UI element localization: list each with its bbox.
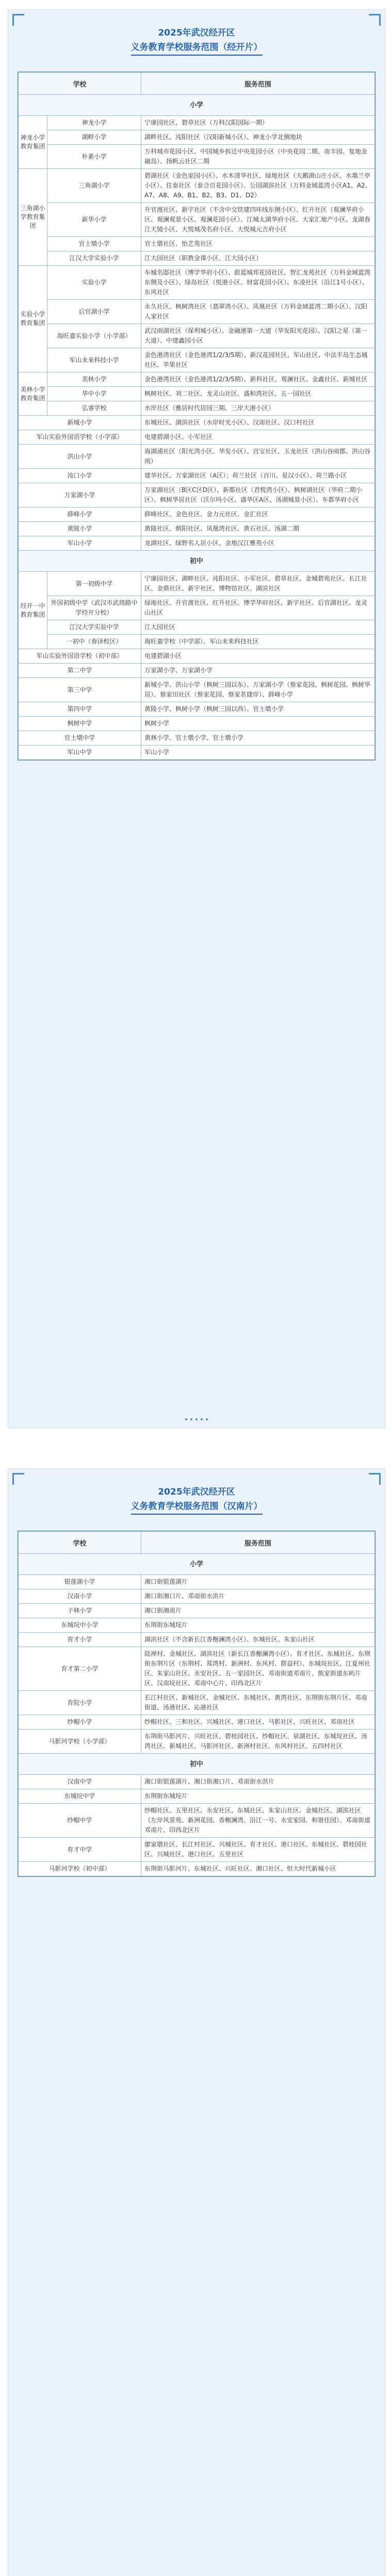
panel-header <box>8 1469 385 1531</box>
school-cell: 育才中学 <box>19 1838 141 1862</box>
group-cell: 神龙小学教育集团 <box>19 116 47 169</box>
school-cell: 马影河学校（初中部） <box>19 1862 141 1876</box>
school-cell: 弘睿学校 <box>47 401 141 416</box>
school-cell: 实验小学 <box>47 266 141 300</box>
range-cell: 金色港湾社区（金色港湾1/2/3/5期）、新汉花园社区、军山社区、中法半岛生态城社区、苹果社区 <box>141 348 375 372</box>
table-row <box>19 649 375 664</box>
range-cell: 武汉雨湖社区（保利城小区）、金融港第一大道（华发阳光花园）、汉阳之星（第一大道）、中建鑫园小区 <box>141 324 375 348</box>
range-cell: 金色港湾社区（金色港湾1/2/3/5期）、新科社区、观澜社区、金鑫社区、新城社区 <box>141 372 375 387</box>
range-cell: 官士墩社区、怡艺苑社区 <box>141 237 375 251</box>
range-cell: 万科城市花园小区、中国城乡拆迁中央花园小区（中央花园二期、南丰园、复地金融岛）、扬帆云社区二期 <box>141 145 375 169</box>
table-row <box>19 130 375 145</box>
school-cell: 马影河学校（小学部） <box>19 1730 141 1754</box>
range-cell: 万家湖小学、万家湖小学 <box>141 664 375 678</box>
range-cell: 东城社区、湖滨社区（水岸时光小区）、汉南社区、汉口村社区 <box>141 416 375 430</box>
service-range-table <box>18 72 375 760</box>
page-subtitle: 义务教育学校服务范围（经开片） <box>8 40 385 56</box>
school-cell: 银莲湖小学 <box>19 1575 141 1589</box>
school-cell: 朴素小学 <box>47 145 141 169</box>
table-row <box>19 445 375 469</box>
table-row <box>19 1862 375 1876</box>
service-range-table <box>18 1531 375 1877</box>
school-cell: 汉南小学 <box>19 1589 141 1604</box>
range-cell: 新城小学、洪山小学（枫树三园以东）、万家湖小学（蔡家花园、枫树花园、枫树华居）、蔡家田社区（蔡家花园、蔡家茗捷岸）、薛峰小学 <box>141 678 375 702</box>
school-cell: 子林小学 <box>19 1604 141 1618</box>
school-cell: 新城小学 <box>19 416 141 430</box>
table-row <box>19 430 375 445</box>
range-cell: 电建碧湖小区 <box>141 649 375 664</box>
panel-hannan <box>8 1468 385 2576</box>
table-row <box>19 387 375 401</box>
section-middle: 初中 <box>19 1754 375 1775</box>
range-cell: 枫树社区、刘二社区、龙灵山社区、盛和湾社区、五一园社区 <box>141 387 375 401</box>
dotted-decoration <box>29 17 364 22</box>
range-cell: 车城名邸社区（博学华府小区）、蔚蓝城邦花园社区、智汇龙苑社区（万科金域蓝湾东侧及小区）、绿岛社区（悦港小区、财富花园小区）、东凌社区（沿江1号小区）、东风社区 <box>141 266 375 300</box>
range-cell: 永久社区、枫树湾社区（翡翠湾小区）、凤凰社区（万科金域蓝湾二期小区）、汉阳人家社区 <box>141 300 375 324</box>
table-row <box>19 1691 375 1715</box>
table-row <box>19 620 375 635</box>
school-cell: 东城垸中学 <box>19 1789 141 1804</box>
group-cell: 实验小学教育集团 <box>19 266 47 372</box>
school-cell: 纱帽小学 <box>19 1715 141 1730</box>
school-cell: 三角湖小学 <box>47 169 141 203</box>
corner-decoration <box>12 1473 24 1485</box>
table-row <box>19 717 375 731</box>
range-cell: 绿地社区、升官渡社区、红升社区、博学华府社区、新宇社区、后官湖社区、龙灵山社区 <box>141 596 375 620</box>
table-row <box>19 596 375 620</box>
school-cell: 第四中学 <box>19 702 141 717</box>
range-cell: 东荆街马影河片、兴旺社区、碧桂园社区、纱帽社区、泉湖社区、东城垸社区、汤湾社区、新城社区、马影河社区、新洲村社区、东风村社区、五四村社区 <box>141 1730 375 1754</box>
table-row <box>19 1589 375 1604</box>
range-cell: 宁康园社区、碧草社区（万科汉阳国际一期） <box>141 116 375 130</box>
section-primary: 小学 <box>19 1554 375 1575</box>
school-cell: 汉南中学 <box>19 1775 141 1789</box>
school-cell: 一初中（春泽校区） <box>47 635 141 649</box>
range-cell: 长江村社区、新城社区、金城社区、东城社区、黄湾社区、东荆街东荆片区、邓南街道、汤港社区、沁港社区 <box>141 1691 375 1715</box>
range-cell: 廖家墩社区、长江村社区、兴城社区、育才社区、港口社区、东城社区、碧桂园社区、兴城社区、港口社区、五里社区 <box>141 1838 375 1862</box>
range-cell: 湘口街湘南片 <box>141 1604 375 1618</box>
section-row <box>19 95 375 116</box>
table-row <box>19 1730 375 1754</box>
table-row <box>19 1838 375 1862</box>
school-cell: 神龙小学 <box>47 116 141 130</box>
range-cell: 东荆街东城垸片 <box>141 1789 375 1804</box>
table-row <box>19 300 375 324</box>
school-cell: 湖畔小学 <box>47 130 141 145</box>
range-cell: 东荆街东城垸片 <box>141 1618 375 1633</box>
page-title: 2025年武汉经开区 <box>158 1487 235 1497</box>
range-cell: 水岸社区（雅居时代居园三期、三岸大港小区） <box>141 401 375 416</box>
school-cell: 后官湖小学 <box>47 300 141 324</box>
table-header-row <box>19 1532 375 1554</box>
header-school: 学校 <box>19 73 141 95</box>
range-cell: 宁康园社区、湖畔社区、沌阳社区、小军社区、碧草社区、金城碧苑社区、长江社区、金鼎社区、新宇社区、博物馆社区、湖滨社区 <box>141 572 375 596</box>
school-cell: 第三中学 <box>19 678 141 702</box>
table-header-row <box>19 73 375 95</box>
range-cell: 万家湖社区（B区C区D区）、新都社区（君悦湾小区）、枫树湖社区（华府二期小区）、枫树华居社区（沃尔玛小区、盛华区A区、汤湖城景小区）、车都华府小区 <box>141 483 375 507</box>
dotted-decoration <box>29 1476 364 1481</box>
school-cell: 育才第二小学 <box>19 1647 141 1691</box>
table-row <box>19 266 375 300</box>
table-row <box>19 745 375 760</box>
school-cell: 军山实验外国语学校（初中部） <box>19 649 141 664</box>
table-row <box>19 1647 375 1691</box>
range-cell: 黄林小学、官士墩小学、官士墩小学 <box>141 731 375 745</box>
table-row <box>19 1715 375 1730</box>
school-cell: 第一初级中学 <box>47 572 141 596</box>
page-subtitle: 义务教育学校服务范围（汉南片） <box>8 1499 385 1515</box>
range-cell: 黄陵社区、朝阳社区、凤凰湾社区、黄石社区、汤湖二期 <box>141 522 375 536</box>
school-cell: 黄陵小学 <box>19 522 141 536</box>
school-cell: 美林小学 <box>47 372 141 387</box>
range-cell: 纱帽社区、三和社区、兴城社区、港口社区、马影社区、兴旺社区、邓南社区 <box>141 1715 375 1730</box>
header-range: 服务范围 <box>141 73 375 95</box>
table-row <box>19 324 375 348</box>
school-cell: 东城垸中小学 <box>19 1618 141 1633</box>
school-cell: 育院小学 <box>19 1691 141 1715</box>
bottom-decoration <box>8 1413 385 1422</box>
school-cell: 军山实验外国语学校（小学部） <box>19 430 141 445</box>
table-row <box>19 1633 375 1647</box>
range-cell: 枫树小学 <box>141 717 375 731</box>
school-cell: 江汉大学实验小学 <box>47 251 141 266</box>
range-cell: 陆禅村、金城社区、湖滨社区（新长江香榭澜湾小区）、育才社区、东城社区、东荆街东荆片区（东荆村、郑湾村、新洲村、东风村、群益村）、东城垸社区、江夏州社区、朱家山社区、永安社区、五一家园社区、邓南街道邓南片、熊家街道东屿片区、汉南垸社区、邓南中心片、印西北区片 <box>141 1647 375 1691</box>
section-row <box>19 1554 375 1575</box>
table-row <box>19 507 375 522</box>
range-cell: 升官渡社区、新宇社区（不含中交铁建四环线东侧小区）、红升社区（观澜华府小区、观澜观景小区、观澜花园小区）、江城太湖华府小区、大家汇地产小区、龙湖春江天镜小区、大悦城茂名府小区、大悦城元吉府小区 <box>141 203 375 237</box>
school-cell: 军山中学 <box>19 745 141 760</box>
page-title: 2025年武汉经开区 <box>158 28 235 38</box>
school-cell: 海旺嘉实验小学（小学部） <box>47 324 141 348</box>
section-middle: 初中 <box>19 551 375 572</box>
school-cell: 育才小学 <box>19 1633 141 1647</box>
table-row <box>19 635 375 649</box>
range-cell: 电建碧湖小区、小军社区 <box>141 430 375 445</box>
section-row <box>19 1754 375 1775</box>
table-row <box>19 1804 375 1838</box>
table-row <box>19 169 375 203</box>
table-row <box>19 401 375 416</box>
range-cell: 湘口街银莲湖片、湘口街湘口片、邓南街水洪片 <box>141 1775 375 1789</box>
school-cell: 江汉大学实验中学 <box>47 620 141 635</box>
school-cell: 沌口小学 <box>19 469 141 483</box>
range-cell: 龙湖社区、绿野名人居小区、金地汉江雅苑小区 <box>141 536 375 551</box>
table-row <box>19 372 375 387</box>
school-cell: 官士墩中学 <box>19 731 141 745</box>
corner-decoration <box>12 14 24 26</box>
table-row <box>19 1575 375 1589</box>
table-row <box>19 664 375 678</box>
section-row <box>19 551 375 572</box>
corner-decoration <box>369 1473 381 1485</box>
school-cell: 新华小学 <box>47 203 141 237</box>
table-row <box>19 731 375 745</box>
school-cell: 第二中学 <box>19 664 141 678</box>
school-cell: 外国初级中学（武汉市武珞路中学经开分校） <box>47 596 141 620</box>
table-row <box>19 469 375 483</box>
school-cell: 军山未来科技小学 <box>47 348 141 372</box>
group-cell: 美林小学教育集团 <box>19 372 47 416</box>
group-cell: 三角湖小学教育集团 <box>19 169 47 266</box>
range-cell: 碧湖社区（金色家园小区）、水木清华社区、绿地社区（天鹅湖山庄小区、水墨兰亭小区）、住泰社区（泰合百花园小区）、公园湖滨社区（万科金域蓝湾小区A1、A2、A7、A8、A9、B1、B2、B3、D1、D2） <box>141 169 375 203</box>
school-cell: 华中小学 <box>47 387 141 401</box>
table-row <box>19 483 375 507</box>
range-cell: 湘口街银莲湖片 <box>141 1575 375 1589</box>
range-cell: 军山小学 <box>141 745 375 760</box>
school-cell: 纱帽中学 <box>19 1804 141 1838</box>
range-cell: 江大园社区（职教金课小区、江大园小区） <box>141 251 375 266</box>
table-row <box>19 203 375 237</box>
range-cell: 建华社区、万家湖社区（A区）；荷兰社区（百川、星汉小区）、荷兰路小区 <box>141 469 375 483</box>
range-cell: 纱帽社区、五里社区、永安社区、东城社区、朱家山社区、金城社区、湖滨社区（左岸风景苑、新洲花园、香榭澜湾、沿江一号、永安家园、和谐佳园）、邓南街道邓南片、印西北区片 <box>141 1804 375 1838</box>
school-cell: 枫树中学 <box>19 717 141 731</box>
group-cell: 经开一中教育集团 <box>19 572 47 649</box>
school-cell: 军山小学 <box>19 536 141 551</box>
table-row <box>19 348 375 372</box>
table-row <box>19 522 375 536</box>
table-row <box>19 1789 375 1804</box>
table-row <box>19 1775 375 1789</box>
table-row <box>19 536 375 551</box>
header-range: 服务范围 <box>141 1532 375 1554</box>
school-cell: 洪山小学 <box>19 445 141 469</box>
table-row <box>19 678 375 702</box>
range-cell: 海旺嘉学校（中学部）、军山未来科技社区 <box>141 635 375 649</box>
table-row <box>19 145 375 169</box>
table-row <box>19 572 375 596</box>
panel-header <box>8 10 385 72</box>
table-row <box>19 251 375 266</box>
header-school: 学校 <box>19 1532 141 1554</box>
table-row <box>19 416 375 430</box>
range-cell: 湖畔社区、沌阳社区（汉阳新城小区）、神龙小学北侧地块 <box>141 130 375 145</box>
school-cell: 薛峰小学 <box>19 507 141 522</box>
panel-jingkai <box>8 9 385 1428</box>
table-row <box>19 237 375 251</box>
corner-decoration <box>369 14 381 26</box>
table-row <box>19 702 375 717</box>
table-row <box>19 1604 375 1618</box>
range-cell: 薛峰社区、金色社区、金力元社区、金汇社区 <box>141 507 375 522</box>
school-cell: 官士墩小学 <box>47 237 141 251</box>
range-cell: 海湖浦社区（阳光湾小区、华发小区）、宫宝社区、玉龙社区（洪山谷雨郡、洪山谷雨） <box>141 445 375 469</box>
table-row <box>19 1618 375 1633</box>
range-cell: 东荆街马影河片、东城社区、兴旺社区、湘口社区、恒大时代新城小区 <box>141 1862 375 1876</box>
range-cell: 黄陵小学、枫树小学（枫树三园以西）、官士墩小学 <box>141 702 375 717</box>
table-row <box>19 116 375 130</box>
section-primary: 小学 <box>19 95 375 116</box>
range-cell: 江大园社区 <box>141 620 375 635</box>
range-cell: 湖滨社区（不含新长江香榭澜湾小区）、东城社区、朱家山社区 <box>141 1633 375 1647</box>
school-cell: 万家湖小学 <box>19 483 141 507</box>
range-cell: 湘口街湘口片、邓南街水洪片 <box>141 1589 375 1604</box>
